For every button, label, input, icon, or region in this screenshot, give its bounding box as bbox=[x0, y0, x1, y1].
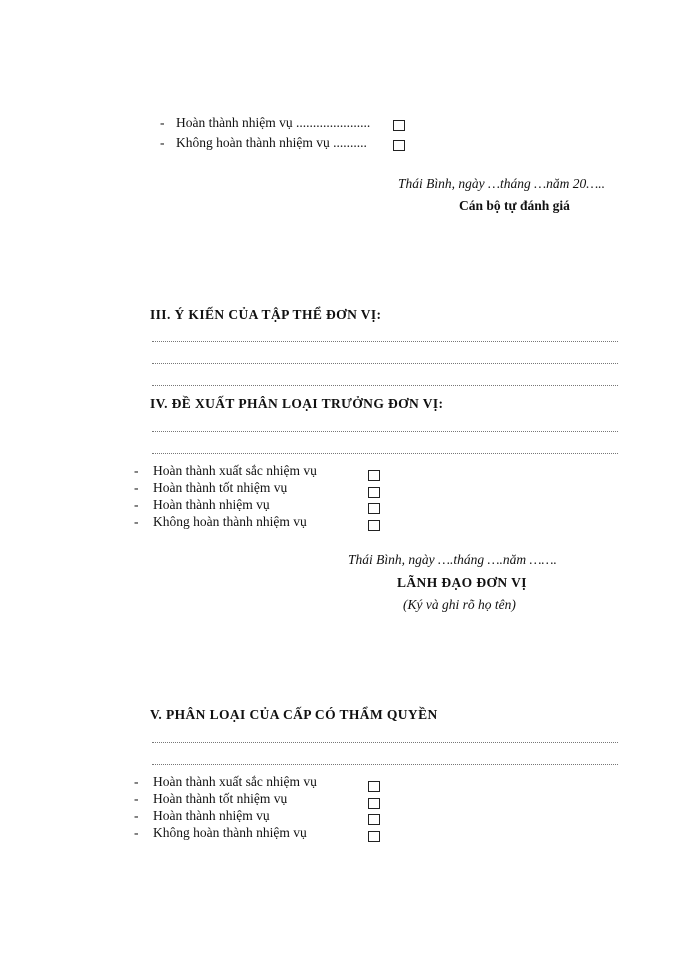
section-4-signer-note: (Ký và ghi rõ họ tên) bbox=[403, 597, 516, 612]
checkbox-s5-complete[interactable] bbox=[368, 814, 380, 825]
self-eval-option-complete: Hoàn thành nhiệm vụ ...................... bbox=[176, 115, 371, 130]
bullet-dash: - bbox=[134, 774, 139, 789]
section-4-dotted-line[interactable] bbox=[152, 431, 618, 432]
section-4-option-not-complete: Không hoàn thành nhiệm vụ bbox=[153, 514, 307, 529]
self-eval-option-not-complete: Không hoàn thành nhiệm vụ .......... bbox=[176, 135, 367, 150]
bullet-dash: - bbox=[160, 115, 165, 130]
section-4-option-complete: Hoàn thành nhiệm vụ bbox=[153, 497, 270, 512]
checkbox-s5-good[interactable] bbox=[368, 798, 380, 809]
bullet-dash: - bbox=[134, 497, 139, 512]
section-5-dotted-line[interactable] bbox=[152, 742, 618, 743]
section-4-title: IV. ĐỀ XUẤT PHÂN LOẠI TRƯỞNG ĐƠN VỊ: bbox=[150, 396, 444, 411]
bullet-dash: - bbox=[134, 808, 139, 823]
section-5-title: V. PHÂN LOẠI CỦA CẤP CÓ THẨM QUYỀN bbox=[150, 707, 438, 722]
checkbox-s4-not-complete[interactable] bbox=[368, 520, 380, 531]
bullet-dash: - bbox=[134, 791, 139, 806]
section-3-dotted-line[interactable] bbox=[152, 363, 618, 364]
bullet-dash: - bbox=[134, 825, 139, 840]
bullet-dash: - bbox=[134, 463, 139, 478]
checkbox-s4-complete[interactable] bbox=[368, 503, 380, 514]
bullet-dash: - bbox=[134, 514, 139, 529]
self-eval-signer: Cán bộ tự đánh giá bbox=[459, 198, 570, 213]
section-5-option-not-complete: Không hoàn thành nhiệm vụ bbox=[153, 825, 307, 840]
section-3-dotted-line[interactable] bbox=[152, 341, 618, 342]
section-3-title: III. Ý KIẾN CỦA TẬP THỂ ĐƠN VỊ: bbox=[150, 307, 382, 322]
section-4-signer: LÃNH ĐẠO ĐƠN VỊ bbox=[397, 575, 527, 590]
bullet-dash: - bbox=[160, 135, 165, 150]
section-5-dotted-line[interactable] bbox=[152, 764, 618, 765]
section-4-option-good: Hoàn thành tốt nhiệm vụ bbox=[153, 480, 288, 495]
checkbox-s5-excellent[interactable] bbox=[368, 781, 380, 792]
self-eval-date-line: Thái Bình, ngày …tháng …năm 20….. bbox=[398, 176, 606, 191]
bullet-dash: - bbox=[134, 480, 139, 495]
section-4-dotted-line[interactable] bbox=[152, 453, 618, 454]
checkbox-s4-excellent[interactable] bbox=[368, 470, 380, 481]
checkbox-s4-good[interactable] bbox=[368, 487, 380, 498]
section-5-option-excellent: Hoàn thành xuất sắc nhiệm vụ bbox=[153, 774, 317, 789]
checkbox-s5-not-complete[interactable] bbox=[368, 831, 380, 842]
checkbox-self-complete[interactable] bbox=[393, 120, 405, 131]
section-4-date-line: Thái Bình, ngày ….tháng ….năm ……. bbox=[348, 552, 557, 567]
section-5-option-good: Hoàn thành tốt nhiệm vụ bbox=[153, 791, 288, 806]
section-4-option-excellent: Hoàn thành xuất sắc nhiệm vụ bbox=[153, 463, 317, 478]
section-5-option-complete: Hoàn thành nhiệm vụ bbox=[153, 808, 270, 823]
section-3-dotted-line[interactable] bbox=[152, 385, 618, 386]
checkbox-self-not-complete[interactable] bbox=[393, 140, 405, 151]
